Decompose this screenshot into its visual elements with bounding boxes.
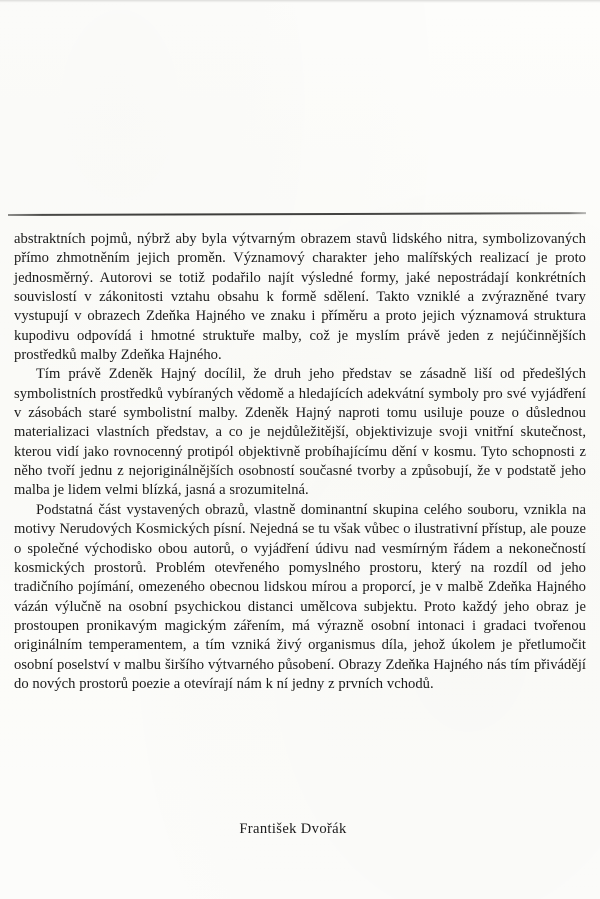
author-signature [0, 820, 600, 838]
blank-upper-margin [0, 3, 600, 213]
paragraph-3: Podstatná část vystavených obrazů, vlastně dominantní skupina celého souboru, vznikla na motivy Nerudových Kosmických písní. Nejedná se tu však vůbec o ilustrativní přístup, ale pouze o společné východisko obou autorů, o vyjádření údivu nad vesmírným řádem a nekonečností kosmických prostorů. Problém otevřeného pomyslného prostoru, který na rozdíl od jeho tradičního pojímání, omezeného obecnou lidskou mírou a proporcí, je v malbě Zdeňka Hajného vázán výlučně na osobní psychickou distanci umělcova subjektu. Proto každý jeho obraz je prostoupen pronikavým magickým zářením, má výrazně osobní intonaci i gradaci tvořenou originálním temperamentem, a tím vzniká živý organismus díla, jehož úkolem je přetlumočit osobní poselství v malbu širšího výtvarného působení. Obrazy Zdeňka Hajného nás tím přivádějí do nových prostorů poezie a otevírají nám k ní jedny z prvních vchodů. [14, 501, 586, 692]
paragraph-1: abstraktních pojmů, nýbrž aby byla výtvarným obrazem stavů lidského nitra, symbolizovaných přímo zhmotněním jejich proměn. Významový charakter jeho malířských realizací je proto jednosměrný. Autorovi se totiž podařilo najít výsledné formy, jaké nepostrádají konkrétních souvislostí v zákonitosti vztahu obsahu k formě sdělení. Takto vzniklé a zvýrazněné tvary vystupují v obrazech Zdeňka Hajného ve znaku i příměru a proto jejich významová struktura kupodivu odpovídá i hmotné struktuře malby, což je myslím právě jeden z nejúčinnějších prostředků malby Zdeňka Hajného. [14, 231, 586, 364]
horizontal-divider-rule [8, 212, 586, 216]
paragraph-2: Tím právě Zdeněk Hajný docílil, že druh jeho představ se zásadně liší od předešlých symbolistních prostředků vybíraných vědomě a hledajících adekvátní symboly pro své vyjádření v zásobách staré symbolistní malby. Zdeněk Hajný naproti tomu usiluje pouze o důslednou materializaci vlastních představ, a co je nejdůležitější, objektivizuje svoji vnitřní skutečnost, kterou vidí jako rovnocenný protipól objektivně probíhajícímu dění v kosmu. Tyto schopnosti z něho tvoří jednu z nejoriginálnějších osobností současné tvorby a způsobují, že v podstatě jeho malba je lidem velmi blízká, jasná a srozumitelná. [14, 366, 586, 499]
author-signature-text: František Dvořák [239, 821, 347, 837]
body-text-block [14, 230, 586, 694]
blank-lower-margin [0, 848, 600, 899]
